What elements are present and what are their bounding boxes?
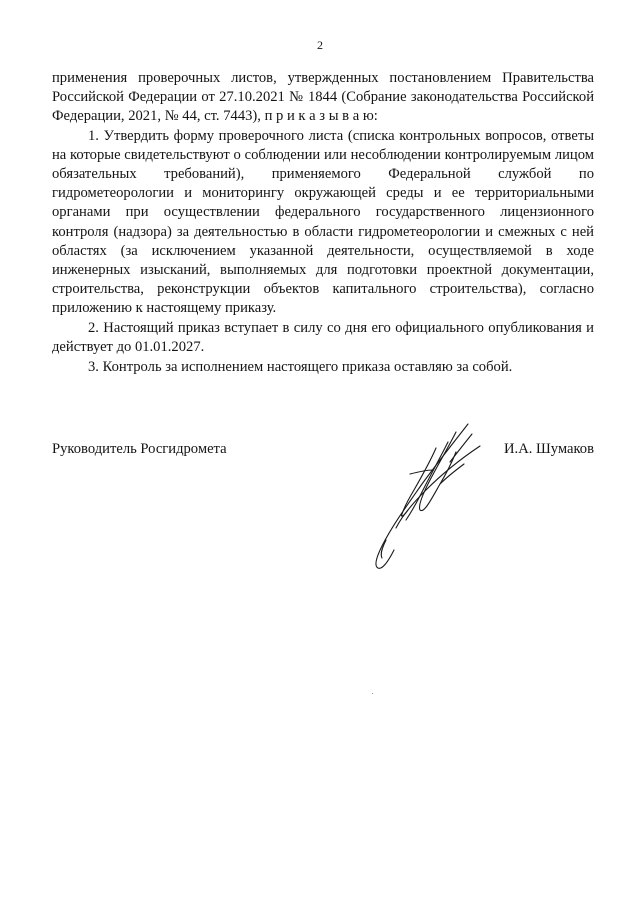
intro-paragraph: применения проверочных листов, утвержденных постановлением Правительства Российской Федерации от 27.10.2021 № 1844 (Собрание законодательства Российской Федерации, 2021, № 44, ст. 7443), п р и к а з ы в а ю: (52, 70, 594, 125)
signatory-position: Руководитель Росгидромета (52, 441, 227, 457)
signature-block (52, 440, 594, 580)
item-3-paragraph: 3. Контроль за исполнением настоящего приказа оставляю за собой. (88, 358, 513, 375)
item-2-paragraph: 2. Настоящий приказ вступает в силу со дня его официального опубликования и действует до 01.01.2027. (52, 319, 594, 355)
handwritten-signature (352, 418, 482, 573)
item-1-paragraph: 1. Утвердить форму проверочного листа (списка контрольных вопросов, ответы на которые свидетельствуют о соблюдении или несоблюдении контролируемым лицом обязательных требований), применяемого Федеральной службой по гидрометеорологии и мониторингу окружающей среды и ее территориальными органами при осуществлении федерального государственного лицензионного контроля (надзора) за деятельностью в области гидрометеорологии и смежных с ней областях (за исключением указанной деятельности, осуществляемой в ходе инженерных изысканий, выполняемых для подготовки проектной документации, строительства, реконструкции объектов капитального строительства), согласно приложению к настоящему приказу. (52, 128, 594, 316)
page-number: 2 (317, 38, 323, 52)
scan-speck (372, 693, 373, 694)
signatory-name: И.А. Шумаков (504, 441, 594, 457)
document-body (52, 69, 594, 377)
